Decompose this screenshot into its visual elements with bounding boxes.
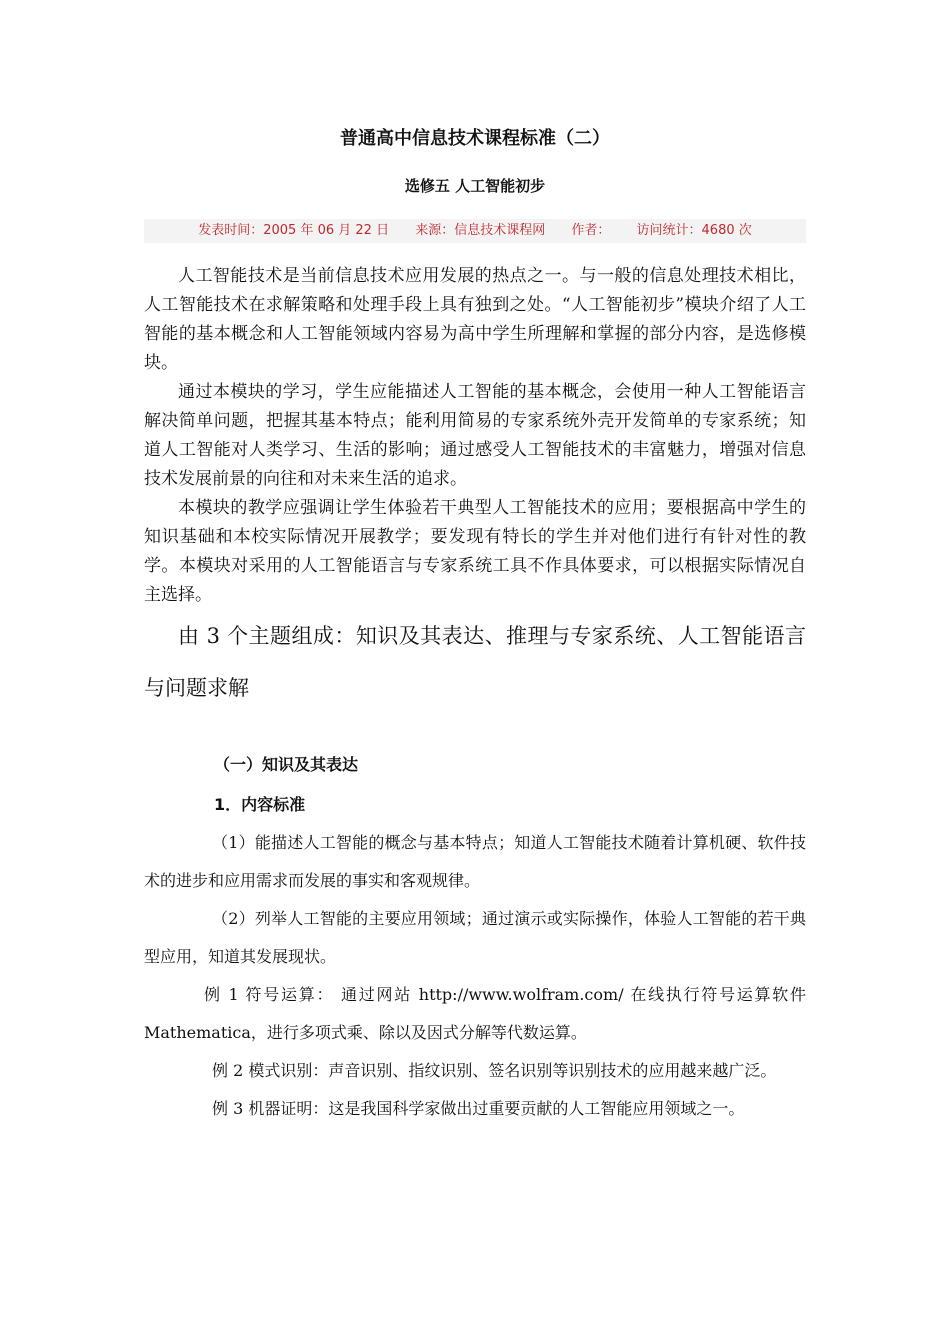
publish-date: 发表时间：2005 年 06 月 22 日 [198, 223, 390, 238]
section-heading: （一）知识及其表达 [214, 755, 359, 774]
intro-paragraph: 人工智能技术是当前信息技术应用发展的热点之一。与一般的信息处理技术相比，人工智能技术在求解策略和处理手段上具有独到之处。“人工智能初步”模块介绍了人工智能的基本概念和人工智能领域内容易为高中学生所理解和掌握的部分内容，是选修模块。 [144, 266, 806, 373]
content-standards [144, 824, 806, 1128]
intro-paragraph: 本模块的教学应强调让学生体验若干典型人工智能技术的应用；要根据高中学生的知识基础和本校实际情况开展教学；要发现有特长的学生并对他们进行有针对性的教学。本模块对采用的人工智能语言与专家系统工具不作具体要求，可以根据实际情况自主选择。 [144, 498, 806, 605]
example-item: 例 2 模式识别：声音识别、指纹识别、签名识别等识别技术的应用越来越广泛。 [212, 1061, 777, 1080]
example-item: 例 3 机器证明：这是我国科学家做出过重要贡献的人工智能应用领域之一。 [212, 1099, 745, 1118]
author-label: 作者： [571, 223, 611, 238]
article-meta-bar [144, 219, 806, 243]
page-title: 普通高中信息技术课程标准（二） [340, 128, 610, 149]
intro-paragraph: 通过本模块的学习，学生应能描述人工智能的基本概念，会使用一种人工智能语言解决简单问题，把握其基本特点；能利用简易的专家系统外壳开发简单的专家系统；知道人工智能对人类学习、生活的影响；通过感受人工智能技术的丰富魅力，增强对信息技术发展前景的向往和对未来生活的追求。 [144, 382, 806, 489]
intro-section [144, 262, 806, 610]
example-item: 例 1 符号运算： 通过网站 http://www.wolfram.com/ 在线执行符号运算软件 Mathematica，进行多项式乘、除以及因式分解等代数运算。 [144, 985, 806, 1042]
subsection-heading: 1．内容标准 [214, 795, 306, 814]
topics-section [144, 610, 806, 714]
page-subtitle: 选修五 人工智能初步 [404, 177, 546, 195]
view-count: 访问统计：4680 次 [636, 223, 752, 238]
standard-item: （1）能描述人工智能的概念与基本特点；知道人工智能技术随着计算机硬、软件技术的进步和应用需求而发展的事实和客观规律。 [144, 833, 806, 890]
standard-item: （2）列举人工智能的主要应用领域；通过演示或实际操作，体验人工智能的若干典型应用，知道其发展现状。 [144, 909, 806, 966]
source-link[interactable]: 来源：信息技术课程网 [415, 223, 546, 238]
topics-line: 由 3 个主题组成：知识及其表达、推理与专家系统、人工智能语言与问题求解 [144, 624, 806, 700]
